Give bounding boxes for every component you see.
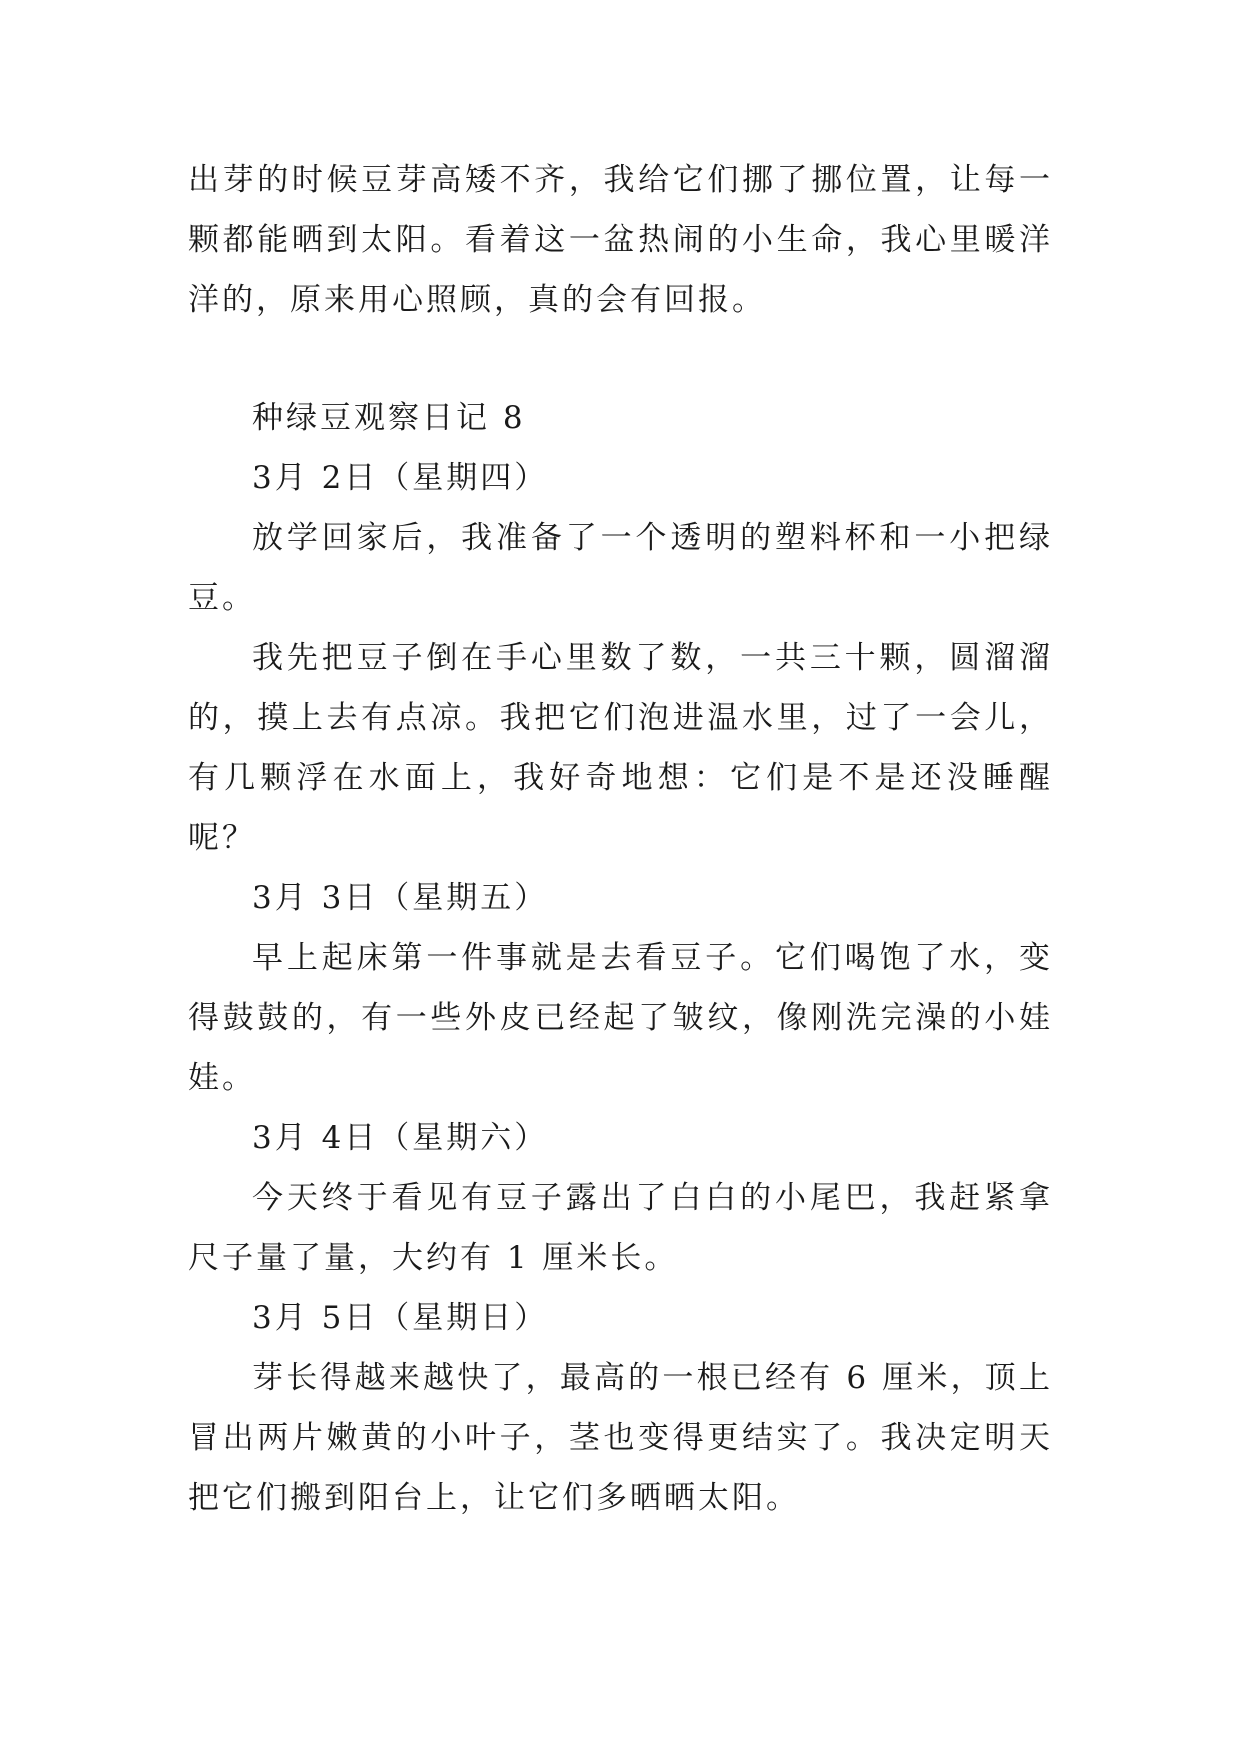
entry-paragraph: 我先把豆子倒在手心里数了数，一共三十颗，圆溜溜的，摸上去有点凉。我把它们泡进温水里，过了一会儿，有几颗浮在水面上，我好奇地想：它们是不是还没睡醒呢？ [188, 640, 1053, 856]
entry-paragraph: 早上起床第一件事就是去看豆子。它们喝饱了水，变得鼓鼓的，有一些外皮已经起了皱纹，像刚洗完澡的小娃娃。 [188, 940, 1053, 1096]
continuation-paragraph: 出芽的时候豆芽高矮不齐，我给它们挪了挪位置，让每一颗都能晒到太阳。看着这一盆热闹的小生命，我心里暖洋洋的，原来用心照顾，真的会有回报。 [188, 162, 1053, 318]
entry-date: 3月 2日（星期四） [252, 460, 549, 496]
entry-paragraph: 芽长得越来越快了，最高的一根已经有 6 厘米，顶上冒出两片嫩黄的小叶子，茎也变得更结实了。我决定明天把它们搬到阳台上，让它们多晒晒太阳。 [188, 1360, 1053, 1516]
section-gap [188, 330, 1053, 388]
entry-date: 3月 4日（星期六） [252, 1120, 549, 1156]
entry-paragraph: 今天终于看见有豆子露出了白白的小尾巴，我赶紧拿尺子量了量，大约有 1 厘米长。 [188, 1180, 1053, 1276]
entry-date: 3月 3日（星期五） [252, 880, 549, 916]
entry-date: 3月 5日（星期日） [252, 1300, 549, 1336]
entry-paragraph: 放学回家后，我准备了一个透明的塑料杯和一小把绿豆。 [188, 520, 1053, 616]
section-title: 种绿豆观察日记 8 [252, 400, 526, 436]
